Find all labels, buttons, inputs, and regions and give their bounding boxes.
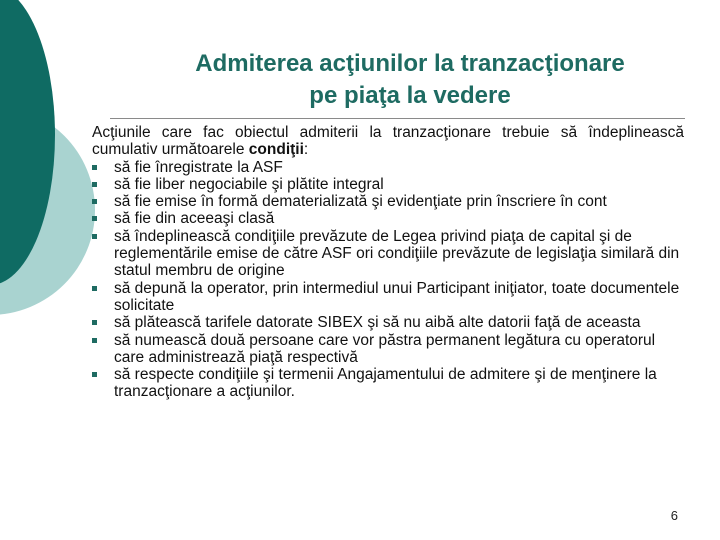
condition-text: să numească două persoane care vor păstra permanent legătura cu operatorul care administrează piaţă respectivă (114, 331, 656, 366)
condition-text: să fie din aceeaşi clasă (114, 210, 275, 228)
list-item (92, 159, 684, 176)
page-number: 6 (670, 508, 678, 523)
list-item (92, 176, 684, 193)
list-item (92, 332, 684, 367)
title-divider (110, 118, 685, 119)
intro-paragraph (92, 124, 684, 159)
intro-keyword: condiţii (248, 141, 304, 159)
bullet-icon (92, 234, 97, 239)
condition-text: să fie înregistrate la ASF (114, 158, 283, 176)
condition-text: să fie emise în formă dematerializată şi evidenţiate prin înscriere în cont (114, 193, 607, 211)
condition-text: să respecte condiţiile şi termenii Angajamentului de admitere şi de menţinere la tranzacţionare a acţiunilor. (114, 366, 657, 401)
list-item (92, 210, 684, 227)
condition-text: să fie liber negociabile şi plătite integral (114, 175, 384, 193)
bullet-icon (92, 320, 97, 325)
bullet-icon (92, 338, 97, 343)
bullet-icon (92, 286, 97, 291)
condition-text: să îndeplinească condiţiile prevăzute de Legea privind piaţa de capital şi de reglementările emise de către ASF ori condiţiile prevăzute de legislaţia similară din statul membru de origine (114, 227, 680, 280)
list-item (92, 314, 684, 331)
intro-colon: : (303, 141, 309, 159)
condition-text: să depună la operator, prin intermediul unui Participant iniţiator, toate documentele solicitate (114, 279, 680, 314)
list-item (92, 193, 684, 210)
title-line-1: Admiterea acţiunilor la tranzacţionare (195, 50, 625, 77)
bullet-icon (92, 199, 97, 204)
intro-text: Acţiunile care fac obiectul admiterii la tranzacţionare trebuie să îndeplinească cumulativ următoarele (92, 124, 684, 159)
bullet-icon (92, 372, 97, 377)
title-line-2: pe piaţa la vedere (309, 82, 511, 109)
slide-body (92, 124, 684, 401)
bullet-icon (92, 216, 97, 221)
condition-text: să plătească tarifele datorate SIBEX şi să nu aibă alte datorii faţă de aceasta (114, 314, 641, 332)
bullet-icon (92, 165, 97, 170)
list-item (92, 280, 684, 315)
conditions-list (92, 159, 684, 401)
bullet-icon (92, 182, 97, 187)
list-item (92, 366, 684, 401)
list-item (92, 228, 684, 280)
slide-title (110, 48, 710, 112)
